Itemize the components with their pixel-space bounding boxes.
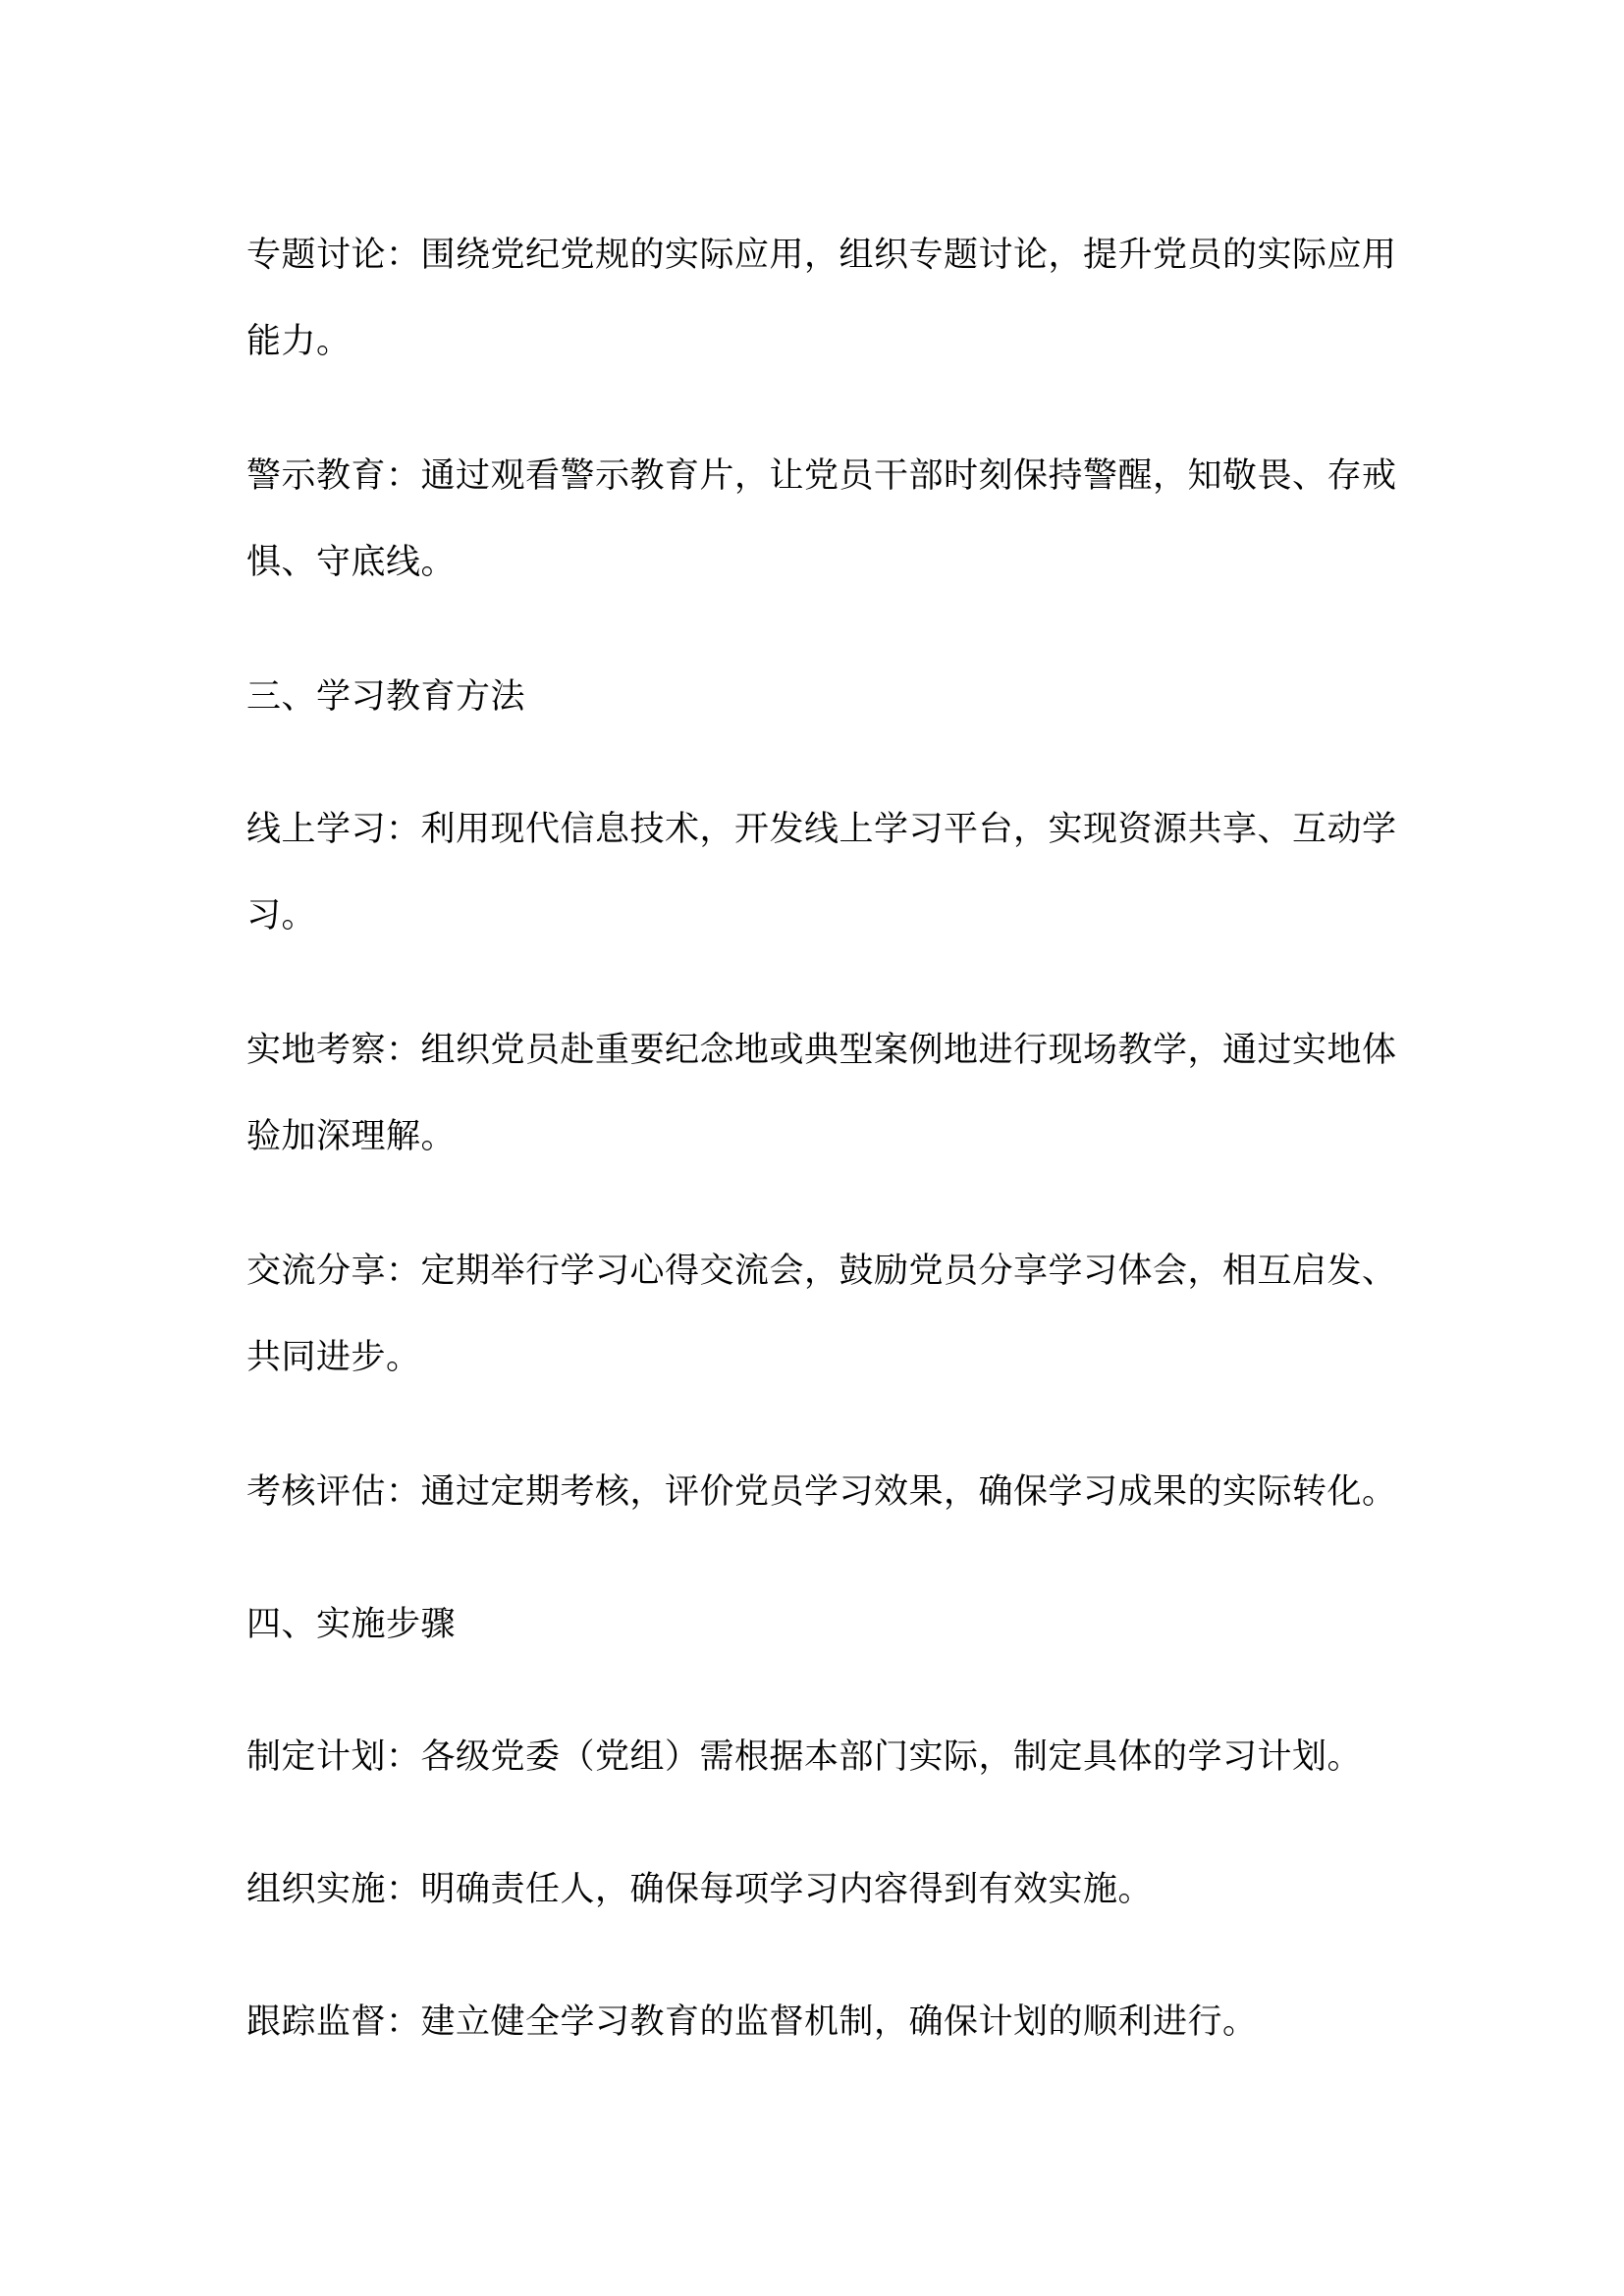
paragraph-field-study: 实地考察：组织党员赴重要纪念地或典型案例地进行现场教学，通过实地体验加深理解。 xyxy=(246,1031,1397,1156)
paragraph-make-plan: 制定计划：各级党委（党组）需根据本部门实际，制定具体的学习计划。 xyxy=(246,1737,1363,1777)
paragraph-organize-implementation: 组织实施：明确责任人，确保每项学习内容得到有效实施。 xyxy=(246,1870,1154,1909)
paragraph-tracking-supervision: 跟踪监督：建立健全学习教育的监督机制，确保计划的顺利进行。 xyxy=(246,2002,1258,2042)
section-heading-implementation-steps: 四、实施步骤 xyxy=(246,1605,457,1644)
paragraph-warning-education: 警示教育：通过观看警示教育片，让党员干部时刻保持警醒，知敬畏、存戒惧、守底线。 xyxy=(246,456,1397,582)
paragraph-assessment: 考核评估：通过定期考核，评价党员学习效果，确保学习成果的实际转化。 xyxy=(246,1472,1397,1512)
paragraph-exchange-sharing: 交流分享：定期举行学习心得交流会，鼓励党员分享学习体会，相互启发、共同进步。 xyxy=(246,1252,1397,1377)
section-heading-learning-methods: 三、学习教育方法 xyxy=(246,677,526,717)
paragraph-topic-discussion: 专题讨论：围绕党纪党规的实际应用，组织专题讨论，提升党员的实际应用能力。 xyxy=(246,236,1397,361)
paragraph-online-learning: 线上学习：利用现代信息技术，开发线上学习平台，实现资源共享、互动学习。 xyxy=(246,810,1397,935)
